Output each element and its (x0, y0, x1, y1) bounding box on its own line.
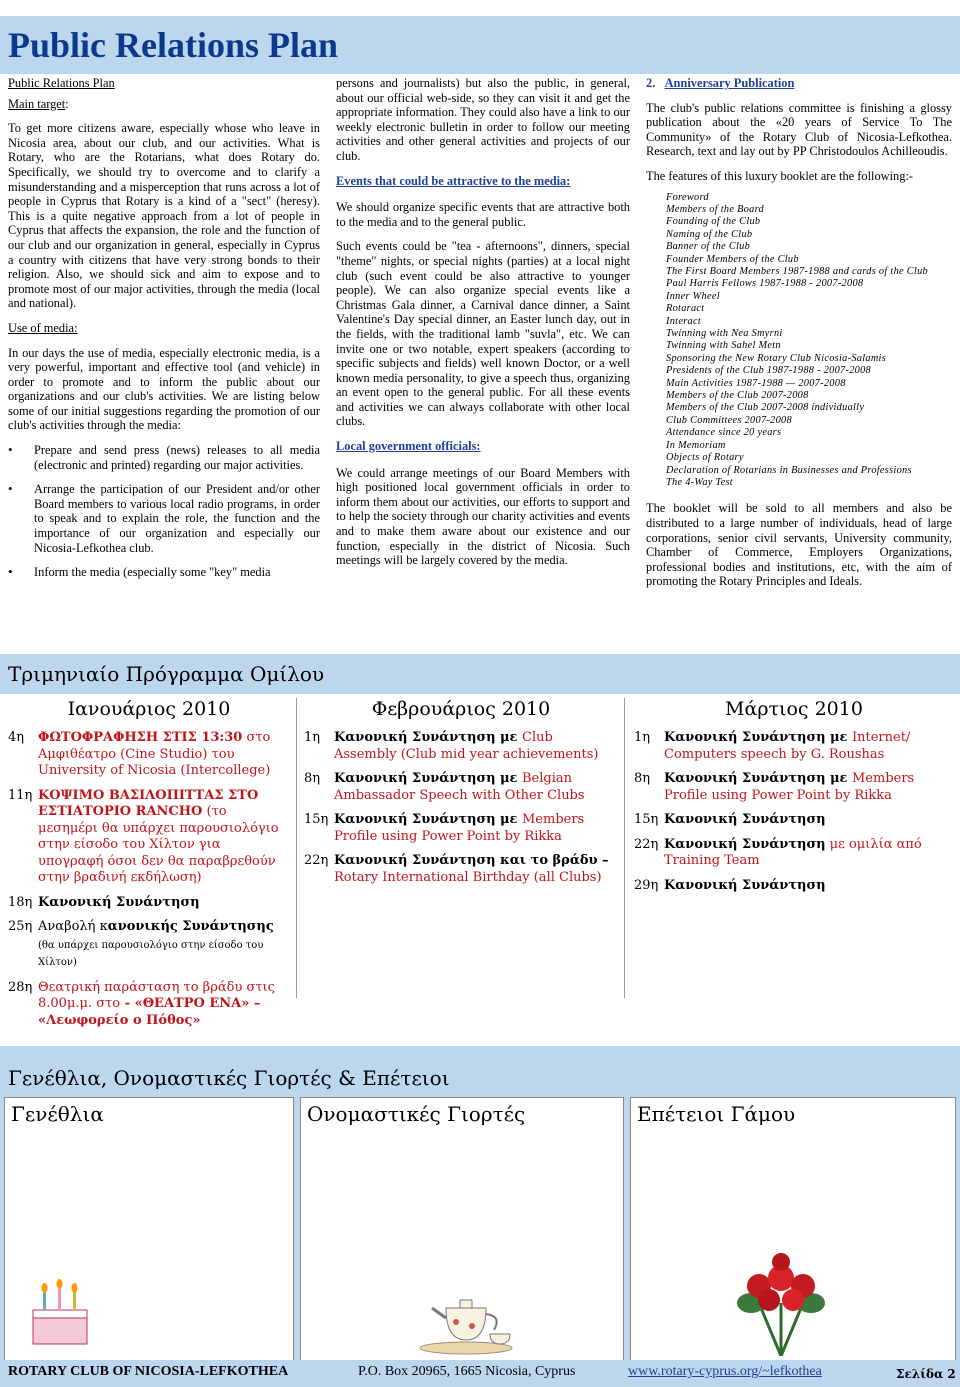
list-item: • Arrange the participation of our President and/or other Board members to various local radio programs, in order to speak and to explain the role, the function and the importance of our organization and especially our Nicosia-Lefkothea club. (8, 482, 320, 555)
anniversaries-title: Επέτειοι Γάμου (637, 1102, 796, 1126)
birthdays-title: Γενέθλια (11, 1102, 104, 1126)
event-text: Belgian Ambassador Speech with Other Clubs (334, 771, 585, 803)
event-text: Club Assembly (Club mid year achievements) (334, 730, 599, 762)
events-heading: Events that could be attractive to the media: (336, 173, 571, 188)
event-highlight: ΚΟΨΙΜΟ ΒΑΣΙΛΟΠΙΤΤΑΣ ΣΤΟ ΕΣΤΙΑΤΟΡΙΟ RANCHO (38, 787, 259, 819)
list-item: Founding of the Club (666, 216, 761, 228)
list-item: Twinning with Sahel Metn (666, 340, 781, 352)
list-item: Interact (666, 315, 701, 327)
program-heading: Τριμηνιαίο Πρόγραμμα Ομίλου (8, 662, 325, 686)
features-list (666, 192, 952, 490)
day-label: 18η (8, 894, 33, 910)
list-item (8, 730, 290, 780)
namedays-title: Ονομαστικές Γιορτές (307, 1102, 526, 1126)
roses-bouquet-icon (721, 1248, 841, 1356)
list-item (634, 771, 954, 804)
month-title-january: Ιανουάριος 2010 (67, 698, 231, 720)
column-main-target (8, 76, 320, 590)
day-label: 1η (634, 730, 651, 745)
list-item: Objects of Rotary (666, 452, 744, 464)
features-intro: The features of this luxury booklet are the following:- (646, 168, 914, 183)
title-band (0, 16, 960, 74)
list-item: Naming of the Club (666, 228, 753, 240)
list-item: Foreword (666, 191, 709, 203)
list-item: • Inform the media (especially some "key" media (8, 565, 320, 580)
footer-address: P.O. Box 20965, 1665 Nicosia, Cyprus (358, 1364, 576, 1379)
divider (624, 698, 625, 998)
column-anniversary (646, 76, 952, 599)
event-text: στο Αμφιθέατρο (Cine Studio) του University of Nicosia (Intercollege) (38, 730, 271, 778)
list-item: • Prepare and send press (news) releases to all media (electronic and printed) regarding our major activities. (8, 443, 320, 472)
list-item: Members of the Board (666, 203, 764, 215)
list-item (634, 878, 954, 895)
events-intro: We should organize specific events that are attractive both to the media and to the general public. (336, 200, 630, 229)
column-events (336, 76, 630, 578)
celebrations-heading: Γενέθλια, Ονομαστικές Γιορτές & Επέτειοι (8, 1066, 450, 1090)
event-text: Κανονική Συνάντηση (38, 894, 200, 910)
february-column (304, 698, 618, 894)
list-item: Attendance since 20 years (666, 427, 782, 439)
list-item (634, 812, 954, 829)
day-label: 4η (8, 730, 25, 745)
main-target-label: Main target (8, 96, 66, 111)
page-number: Σελίδα 2 (896, 1367, 956, 1381)
list-item (304, 853, 618, 886)
birthdays-box (4, 1097, 294, 1361)
list-item: Members of the Club 2007-2008 individually (666, 402, 865, 414)
list-item (634, 730, 954, 763)
program-area (0, 694, 960, 1028)
day-label: 28η (8, 979, 33, 995)
list-item: Members of the Club 2007-2008 (666, 390, 809, 402)
use-of-media-label: Use of media: (8, 320, 78, 335)
event-text-bold: Κανονική Συνάντηση με (334, 730, 522, 745)
events-text: Such events could be "tea - afternoons", dinners, special "theme" nights, or special nights (parties) at a local night club (such event could be also attractive to younger people). We can also organize special events like a Christmas Gala dinner, a Carnival dance dinner, a Saint Valentine's Day special dinner, an Easter lunch day, out in the fields, with the traditional lamb "suvla", etc. We can invite one or two notable, expert speakers (according to specific subjects and fields) well known Doctor, or a well known media personality, to give a speech thus, organizing an event open to the general public. For all these events and activities we can always collaborate with other local clubs. (336, 239, 630, 429)
list-item: Club Committees 2007-2008 (666, 414, 792, 426)
day-label: 15η (634, 812, 659, 827)
list-item: Banner of the Club (666, 241, 751, 253)
day-label: 15η (304, 812, 329, 827)
event-note: (θα υπάρχει παρουσιολόγιο στην είσοδο του Χίλτον) (38, 939, 264, 968)
list-item: In Memoriam (666, 439, 726, 451)
event-text-bold: ανονικής Συνάντησης (107, 919, 274, 934)
month-title-february: Φεβρουάριος 2010 (371, 698, 551, 720)
gov-heading: Local government officials: (336, 439, 481, 454)
list-item: Paul Harris Fellows 1987-1988 - 2007-2008 (666, 278, 864, 290)
event-text-bold: Κανονική Συνάντηση με (334, 812, 522, 827)
day-label: 22η (634, 836, 659, 852)
event-text: με ομιλία από Training Team (664, 836, 922, 868)
list-item: Twinning with Nea Smyrni (666, 328, 783, 340)
list-item: Declaration of Rotarians in Businesses and Professions (666, 464, 912, 476)
event-text-bold: Κανονική Συνάντηση (664, 812, 826, 827)
footer-club: ROTARY CLUB OF NICOSIA-LEFKOTHEA (8, 1364, 289, 1379)
program-band (0, 654, 960, 694)
anniversary-text: The club's public relations committee is finishing a glossy publication about the «20 years of Service To The Community» of the Rotary Club of Nicosia-Lefkothea. Research, text and lay out by PP Christodoulos Achilleoudis. (646, 100, 952, 159)
event-text-bold: Κανονική Συνάντηση με (334, 771, 522, 786)
event-text: Rotary International Birthday (all Clubs) (334, 869, 602, 885)
event-text: Αναβολή κ (38, 919, 108, 934)
day-label: 1η (304, 730, 321, 745)
media-continuation: persons and journalists) but also the public, in general, about our official web-side, so they can visit it and get the appropriate information. They could also have a link to our weekly electronic bulletin in order to follow our meeting activities and other general activities and projects of our club. (336, 76, 630, 163)
list-item (8, 788, 290, 887)
day-label: 29η (634, 877, 659, 893)
list-item (304, 730, 618, 763)
footer (0, 1360, 960, 1387)
page-title: Public Relations Plan (8, 25, 339, 65)
footer-website-link[interactable]: www.rotary-cyprus.org/~lefkothea (628, 1364, 822, 1379)
media-bullets (8, 443, 320, 580)
tea-set-icon (416, 1278, 516, 1356)
day-label: 11η (8, 787, 33, 803)
main-target-text: To get more citizens aware, especially whose who leave in Nicosia area, about our club, and our activities. What is Rotary, who are the Rotarians, what does Rotary do. Specifically, we should try to overcome and to clarify a misunderstanding and a misperception that runs across a lot of people in Cyprus that Rotary is a kind of a "sect" (heresy). This is a quite negative approach from a lot of people in Cyprus that affects the expansion, the role and the function of our club and our organization in general, especially in Cyprus a country with citizens that have very strong bonds to their religion. Also, we should sick and aim to expose and to promote most of our major activities, through the media (local and national). (8, 121, 320, 311)
day-label: 22η (304, 853, 329, 868)
list-item: Rotaract (666, 303, 705, 315)
namedays-box (300, 1097, 624, 1361)
event-text: Members Profile using Power Point by Rikka (334, 812, 585, 844)
event-highlight: - «ΘΕΑΤΡΟ ΕΝΑ» – «Λεωφορείο ο Πόθος» (38, 996, 261, 1028)
colon: : (65, 96, 69, 111)
list-item: The 4-Way Test (666, 476, 733, 488)
event-text: Members Profile using Power Point by Rikka (664, 771, 915, 803)
march-column (634, 698, 954, 902)
list-item: Founder Members of the Club (666, 253, 799, 265)
january-column (8, 698, 290, 1037)
gov-text: We could arrange meetings of our Board Members with high positioned local government officials in order to inform them about our activities, our efforts to support and to help the society through our charity activities and events and to make them aware about our existence and our function, especially in the district of Nicosia. Such meetings will be largely covered by the media. (336, 465, 630, 568)
event-text-bold: Κανονική Συνάντηση (664, 836, 826, 852)
list-item (634, 837, 954, 870)
list-item: Sponsoring the New Rotary Club Nicosia-Salamis (666, 352, 887, 364)
event-text-bold: Κανονική Συνάντηση (664, 877, 826, 893)
list-item (304, 812, 618, 845)
anniversary-heading: Anniversary Publication (664, 76, 795, 90)
day-label: 8η (634, 771, 651, 786)
birthday-cake-icon (25, 1270, 95, 1350)
list-item: Main Activities 1987-1988 — 2007-2008 (666, 377, 846, 389)
list-item (304, 771, 618, 804)
day-label: 8η (304, 771, 321, 786)
event-text-bold: Κανονική Συνάντηση και το βράδυ – (334, 853, 609, 868)
day-label: 25η (8, 919, 33, 934)
divider (296, 698, 297, 998)
list-item (8, 919, 290, 972)
list-item: The First Board Members 1987-1988 and cards of the Club (666, 266, 928, 277)
event-text: (το μεσημέρι θα υπάρχει παρουσιολόγιο στην είσοδο του Χίλτον για υπογραφή όσοι δεν θα παραβρεθούν στην βραδινή εκδήλωση) (38, 804, 279, 885)
month-title-march: Μάρτιος 2010 (725, 698, 863, 720)
section-heading: Public Relations Plan (8, 76, 115, 90)
booklet-text: The booklet will be sold to all members and also be distributed to a large number of individuals, head of large corporations, senior civil servants, University community, Chamber of Commerce, Employers Organizations, professional bodies and institutions, etc, with the aim of promoting the Rotary Principles and Ideals. (646, 501, 952, 589)
use-of-media-text: In our days the use of media, especially electronic media, is a very powerful, important and effective tool (and vehicle) in order to promote and to inform the public about our organizations and our club's activities. We are listing below some of our initial suggestions regarding the promotion of our club's activities through the media: (8, 345, 320, 433)
event-text: Internet/ Computers speech by G. Roushas (664, 730, 911, 762)
list-item: Presidents of the Club 1987-1988 - 2007-2008 (666, 365, 872, 377)
anniversaries-box (630, 1097, 956, 1361)
event-highlight: ΦΩΤΟΦΡΑΦΗΣΗ ΣΤΙΣ 13:30 (38, 730, 243, 745)
section-number: 2. (646, 76, 656, 90)
event-text-bold: Κανονική Συνάντηση με (664, 771, 852, 786)
list-item (8, 980, 290, 1030)
list-item: Inner Wheel (666, 290, 720, 302)
list-item (8, 895, 290, 912)
event-text: Θεατρική παράσταση το βράδυ στις 8.00μ.μ. στο (38, 979, 275, 1011)
event-text-bold: Κανονική Συνάντηση με (664, 730, 852, 745)
